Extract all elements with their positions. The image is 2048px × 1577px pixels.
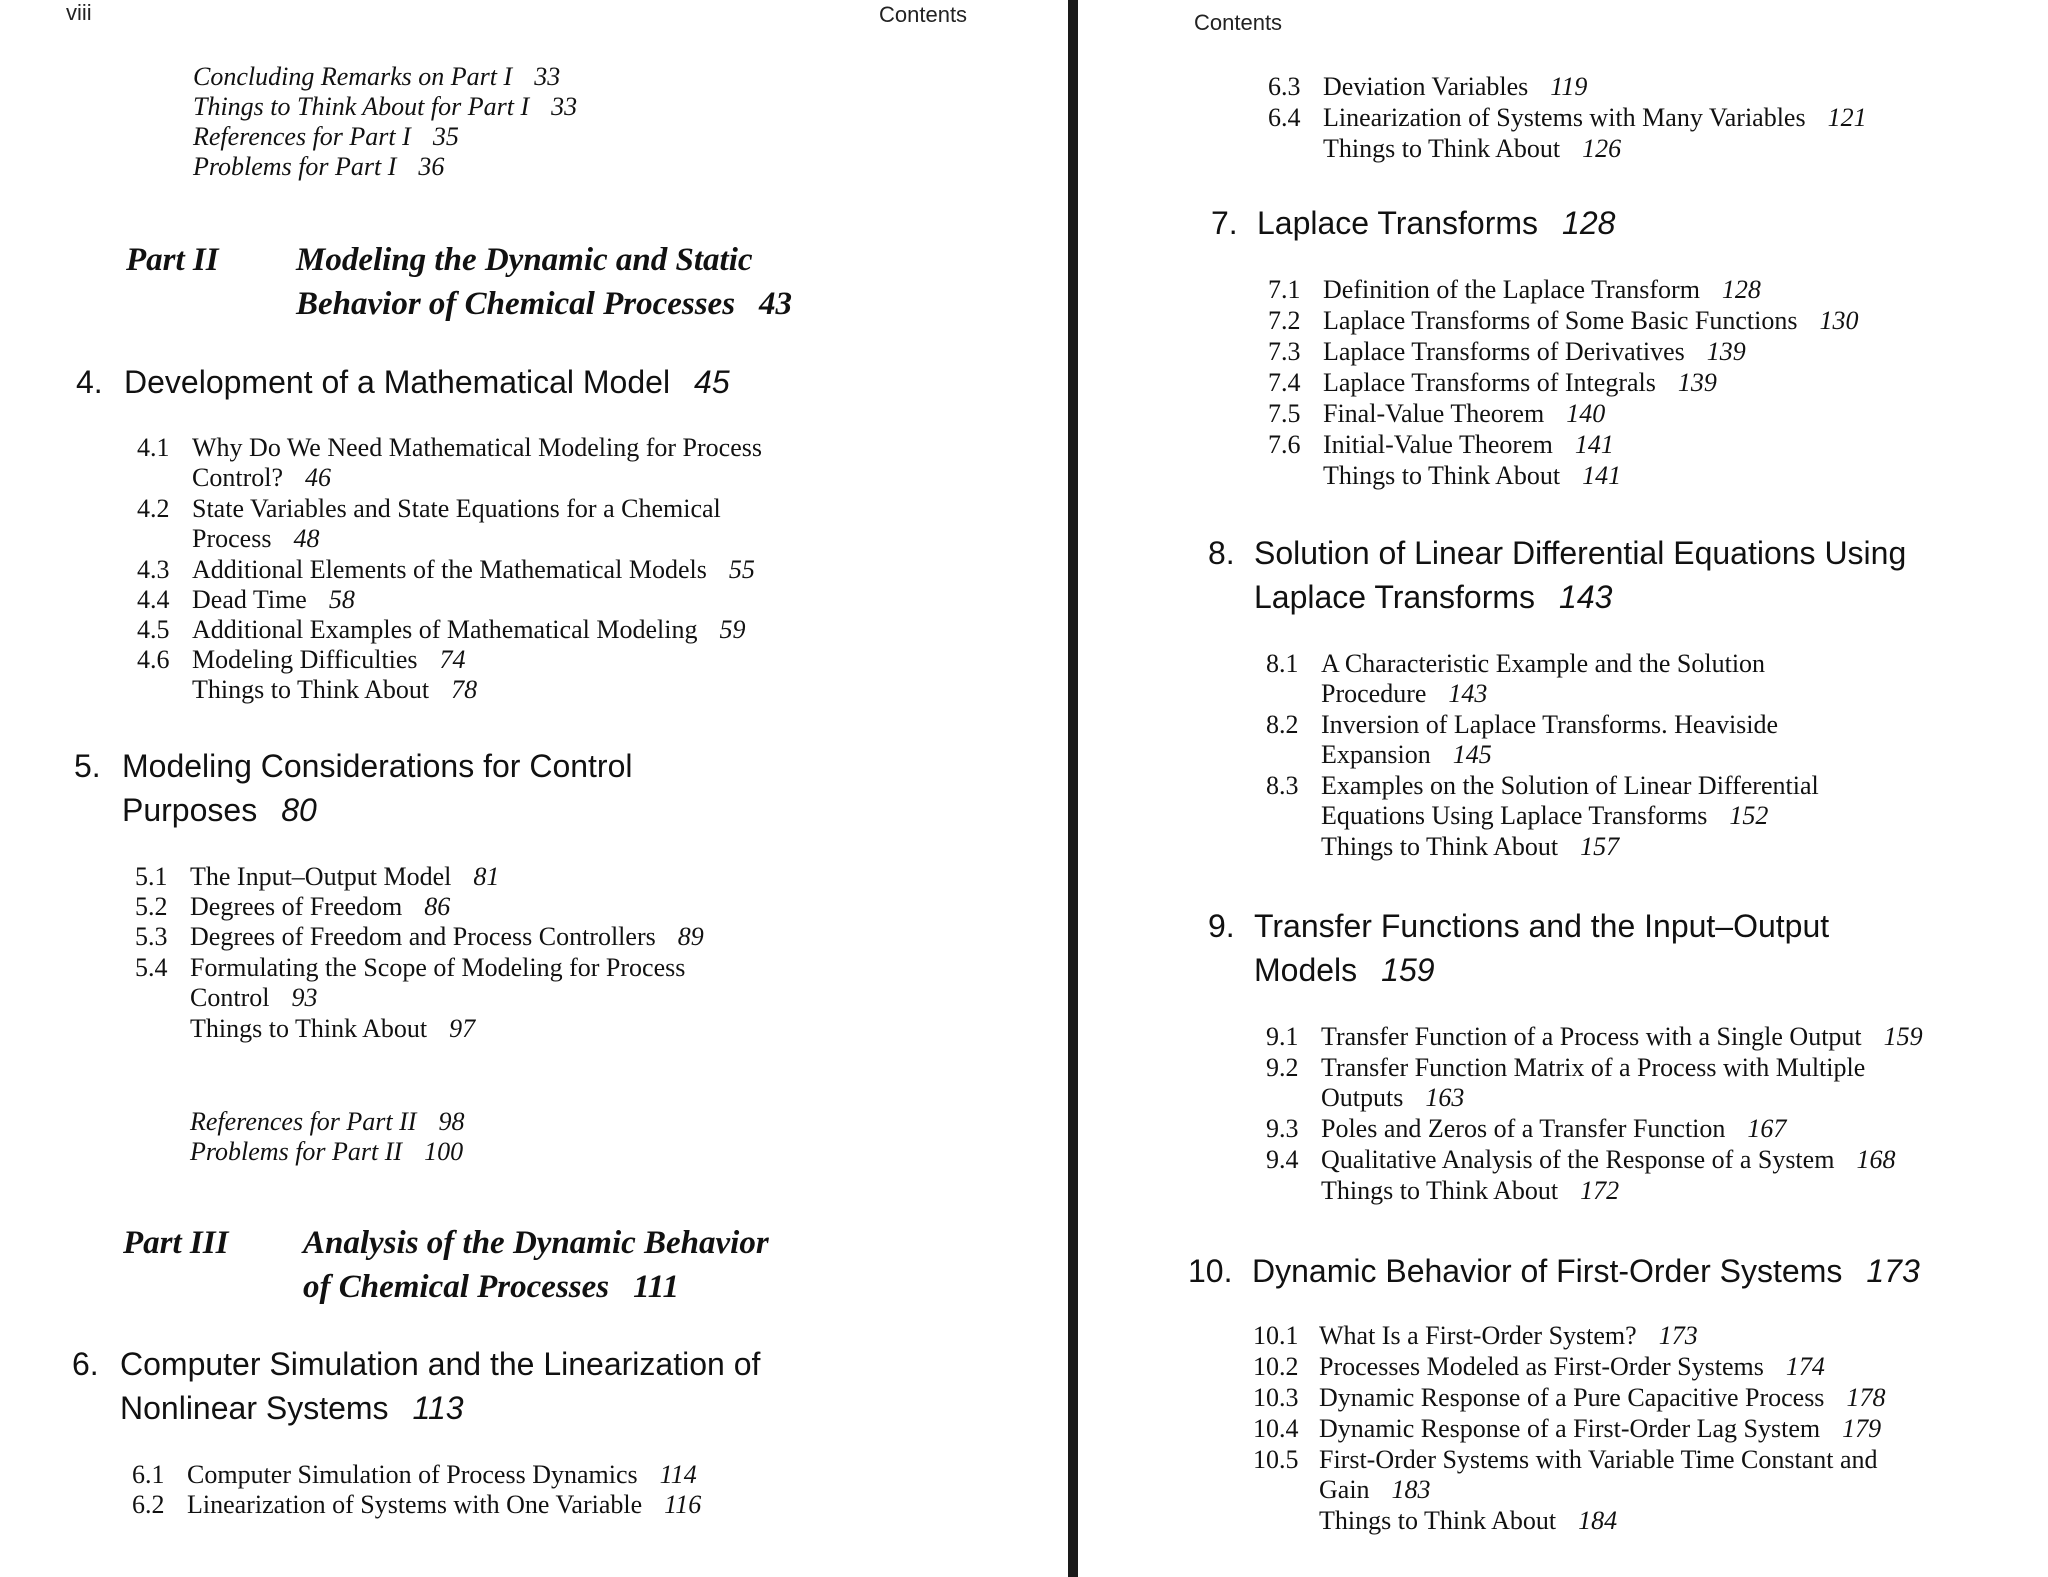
toc-entry: 9.1 Transfer Function of a Process with a Single Output 159 bbox=[1266, 1022, 1923, 1051]
toc-entry: 10.1 What Is a First-Order System? 173 bbox=[1253, 1321, 1698, 1350]
chapter-heading: 9. Transfer Functions and the Input–Output Models 159 bbox=[1208, 908, 1830, 988]
chapter-heading: 8. Solution of Linear Differential Equations Using Laplace Transforms 143 bbox=[1208, 535, 1907, 615]
toc-entry: 10.3 Dynamic Response of a Pure Capacitive Process 178 bbox=[1253, 1383, 1886, 1412]
toc-entry: 8.3 Examples on the Solution of Linear Differential Equations Using Laplace Transforms 152 bbox=[1266, 771, 1819, 830]
toc-entry: 4.3 Additional Elements of the Mathematical Models 55 bbox=[137, 555, 755, 584]
toc-entry: 10.4 Dynamic Response of a First-Order Lag System 179 bbox=[1253, 1414, 1882, 1443]
book-gutter bbox=[1068, 0, 1078, 1577]
toc-entry: Concluding Remarks on Part I 33 bbox=[193, 62, 561, 91]
toc-entry: 4.2 State Variables and State Equations for a Chemical Process 48 bbox=[137, 494, 721, 553]
toc-entry: 7.3 Laplace Transforms of Derivatives 139 bbox=[1268, 337, 1746, 366]
toc-entry: 10.5 First-Order Systems with Variable Time Constant and Gain 183 bbox=[1253, 1445, 1878, 1504]
toc-entry: Things to Think About 126 bbox=[1323, 134, 1622, 163]
running-head: Contents bbox=[879, 2, 968, 27]
toc-entry: 9.4 Qualitative Analysis of the Response of a System 168 bbox=[1266, 1145, 1896, 1174]
toc-entry: Things to Think About 157 bbox=[1321, 832, 1620, 861]
toc-entry: 5.3 Degrees of Freedom and Process Controllers 89 bbox=[135, 922, 704, 951]
chapter-heading: 10. Dynamic Behavior of First-Order Systems 173 bbox=[1188, 1253, 1920, 1289]
chapter-heading: 6. Computer Simulation and the Linearization of Nonlinear Systems 113 bbox=[72, 1346, 761, 1426]
toc-entry: Things to Think About for Part I 33 bbox=[193, 92, 578, 121]
toc-entry: 7.5 Final-Value Theorem 140 bbox=[1268, 399, 1606, 428]
toc-entry: 7.2 Laplace Transforms of Some Basic Functions 130 bbox=[1268, 306, 1859, 335]
toc-entry: 10.2 Processes Modeled as First-Order Systems 174 bbox=[1253, 1352, 1825, 1381]
toc-entry: 5.2 Degrees of Freedom 86 bbox=[135, 892, 451, 921]
toc-entry: 4.5 Additional Examples of Mathematical Modeling 59 bbox=[137, 615, 746, 644]
toc-entry: Things to Think About 184 bbox=[1319, 1506, 1618, 1535]
toc-entry: Things to Think About 78 bbox=[192, 675, 478, 704]
toc-entry: 6.2 Linearization of Systems with One Variable 116 bbox=[132, 1490, 702, 1519]
toc-entry: 6.4 Linearization of Systems with Many Variables 121 bbox=[1268, 103, 1867, 132]
toc-entry: 4.6 Modeling Difficulties 74 bbox=[137, 645, 466, 674]
toc-entry: 4.1 Why Do We Need Mathematical Modeling for Process Control? 46 bbox=[137, 433, 762, 492]
toc-entry: 7.1 Definition of the Laplace Transform 128 bbox=[1268, 275, 1761, 304]
part-heading: Part II Modeling the Dynamic and Static Behavior of Chemical Processes 43 bbox=[126, 242, 793, 322]
toc-entry: 9.2 Transfer Function Matrix of a Process with Multiple Outputs 163 bbox=[1266, 1053, 1866, 1112]
toc-entry: 4.4 Dead Time 58 bbox=[137, 585, 355, 614]
page-number: viii bbox=[66, 0, 92, 25]
toc-entry: 6.3 Deviation Variables 119 bbox=[1268, 72, 1588, 101]
toc-entry: 8.1 A Characteristic Example and the Solution Procedure 143 bbox=[1266, 649, 1766, 708]
chapter-heading: 5. Modeling Considerations for Control Purposes 80 bbox=[74, 748, 633, 828]
part-heading: Part III Analysis of the Dynamic Behavior of Chemical Processes 111 bbox=[123, 1225, 769, 1305]
toc-entry: Problems for Part I 36 bbox=[193, 152, 445, 181]
toc-entry: Things to Think About 97 bbox=[190, 1014, 476, 1043]
toc-entry: 5.1 The Input–Output Model 81 bbox=[135, 862, 500, 891]
toc-entry: Things to Think About 141 bbox=[1323, 461, 1622, 490]
chapter-heading: 7. Laplace Transforms 128 bbox=[1211, 205, 1616, 241]
toc-entry: 7.6 Initial-Value Theorem 141 bbox=[1268, 430, 1614, 459]
toc-entry: 8.2 Inversion of Laplace Transforms. Heaviside Expansion 145 bbox=[1266, 710, 1779, 769]
toc-entry: Problems for Part II 100 bbox=[190, 1137, 464, 1166]
chapter-heading: 4. Development of a Mathematical Model 45 bbox=[76, 364, 730, 400]
toc-entry: 9.3 Poles and Zeros of a Transfer Function 167 bbox=[1266, 1114, 1787, 1143]
toc-entry: References for Part II 98 bbox=[190, 1107, 465, 1136]
toc-entry: 7.4 Laplace Transforms of Integrals 139 bbox=[1268, 368, 1717, 397]
running-head: Contents bbox=[1194, 10, 1283, 35]
toc-entry: References for Part I 35 bbox=[193, 122, 459, 151]
right-page bbox=[1078, 0, 2048, 1577]
toc-entry: 5.4 Formulating the Scope of Modeling for Process Control 93 bbox=[135, 953, 686, 1012]
toc-entry: Things to Think About 172 bbox=[1321, 1176, 1620, 1205]
toc-entry: 6.1 Computer Simulation of Process Dynamics 114 bbox=[132, 1460, 697, 1489]
